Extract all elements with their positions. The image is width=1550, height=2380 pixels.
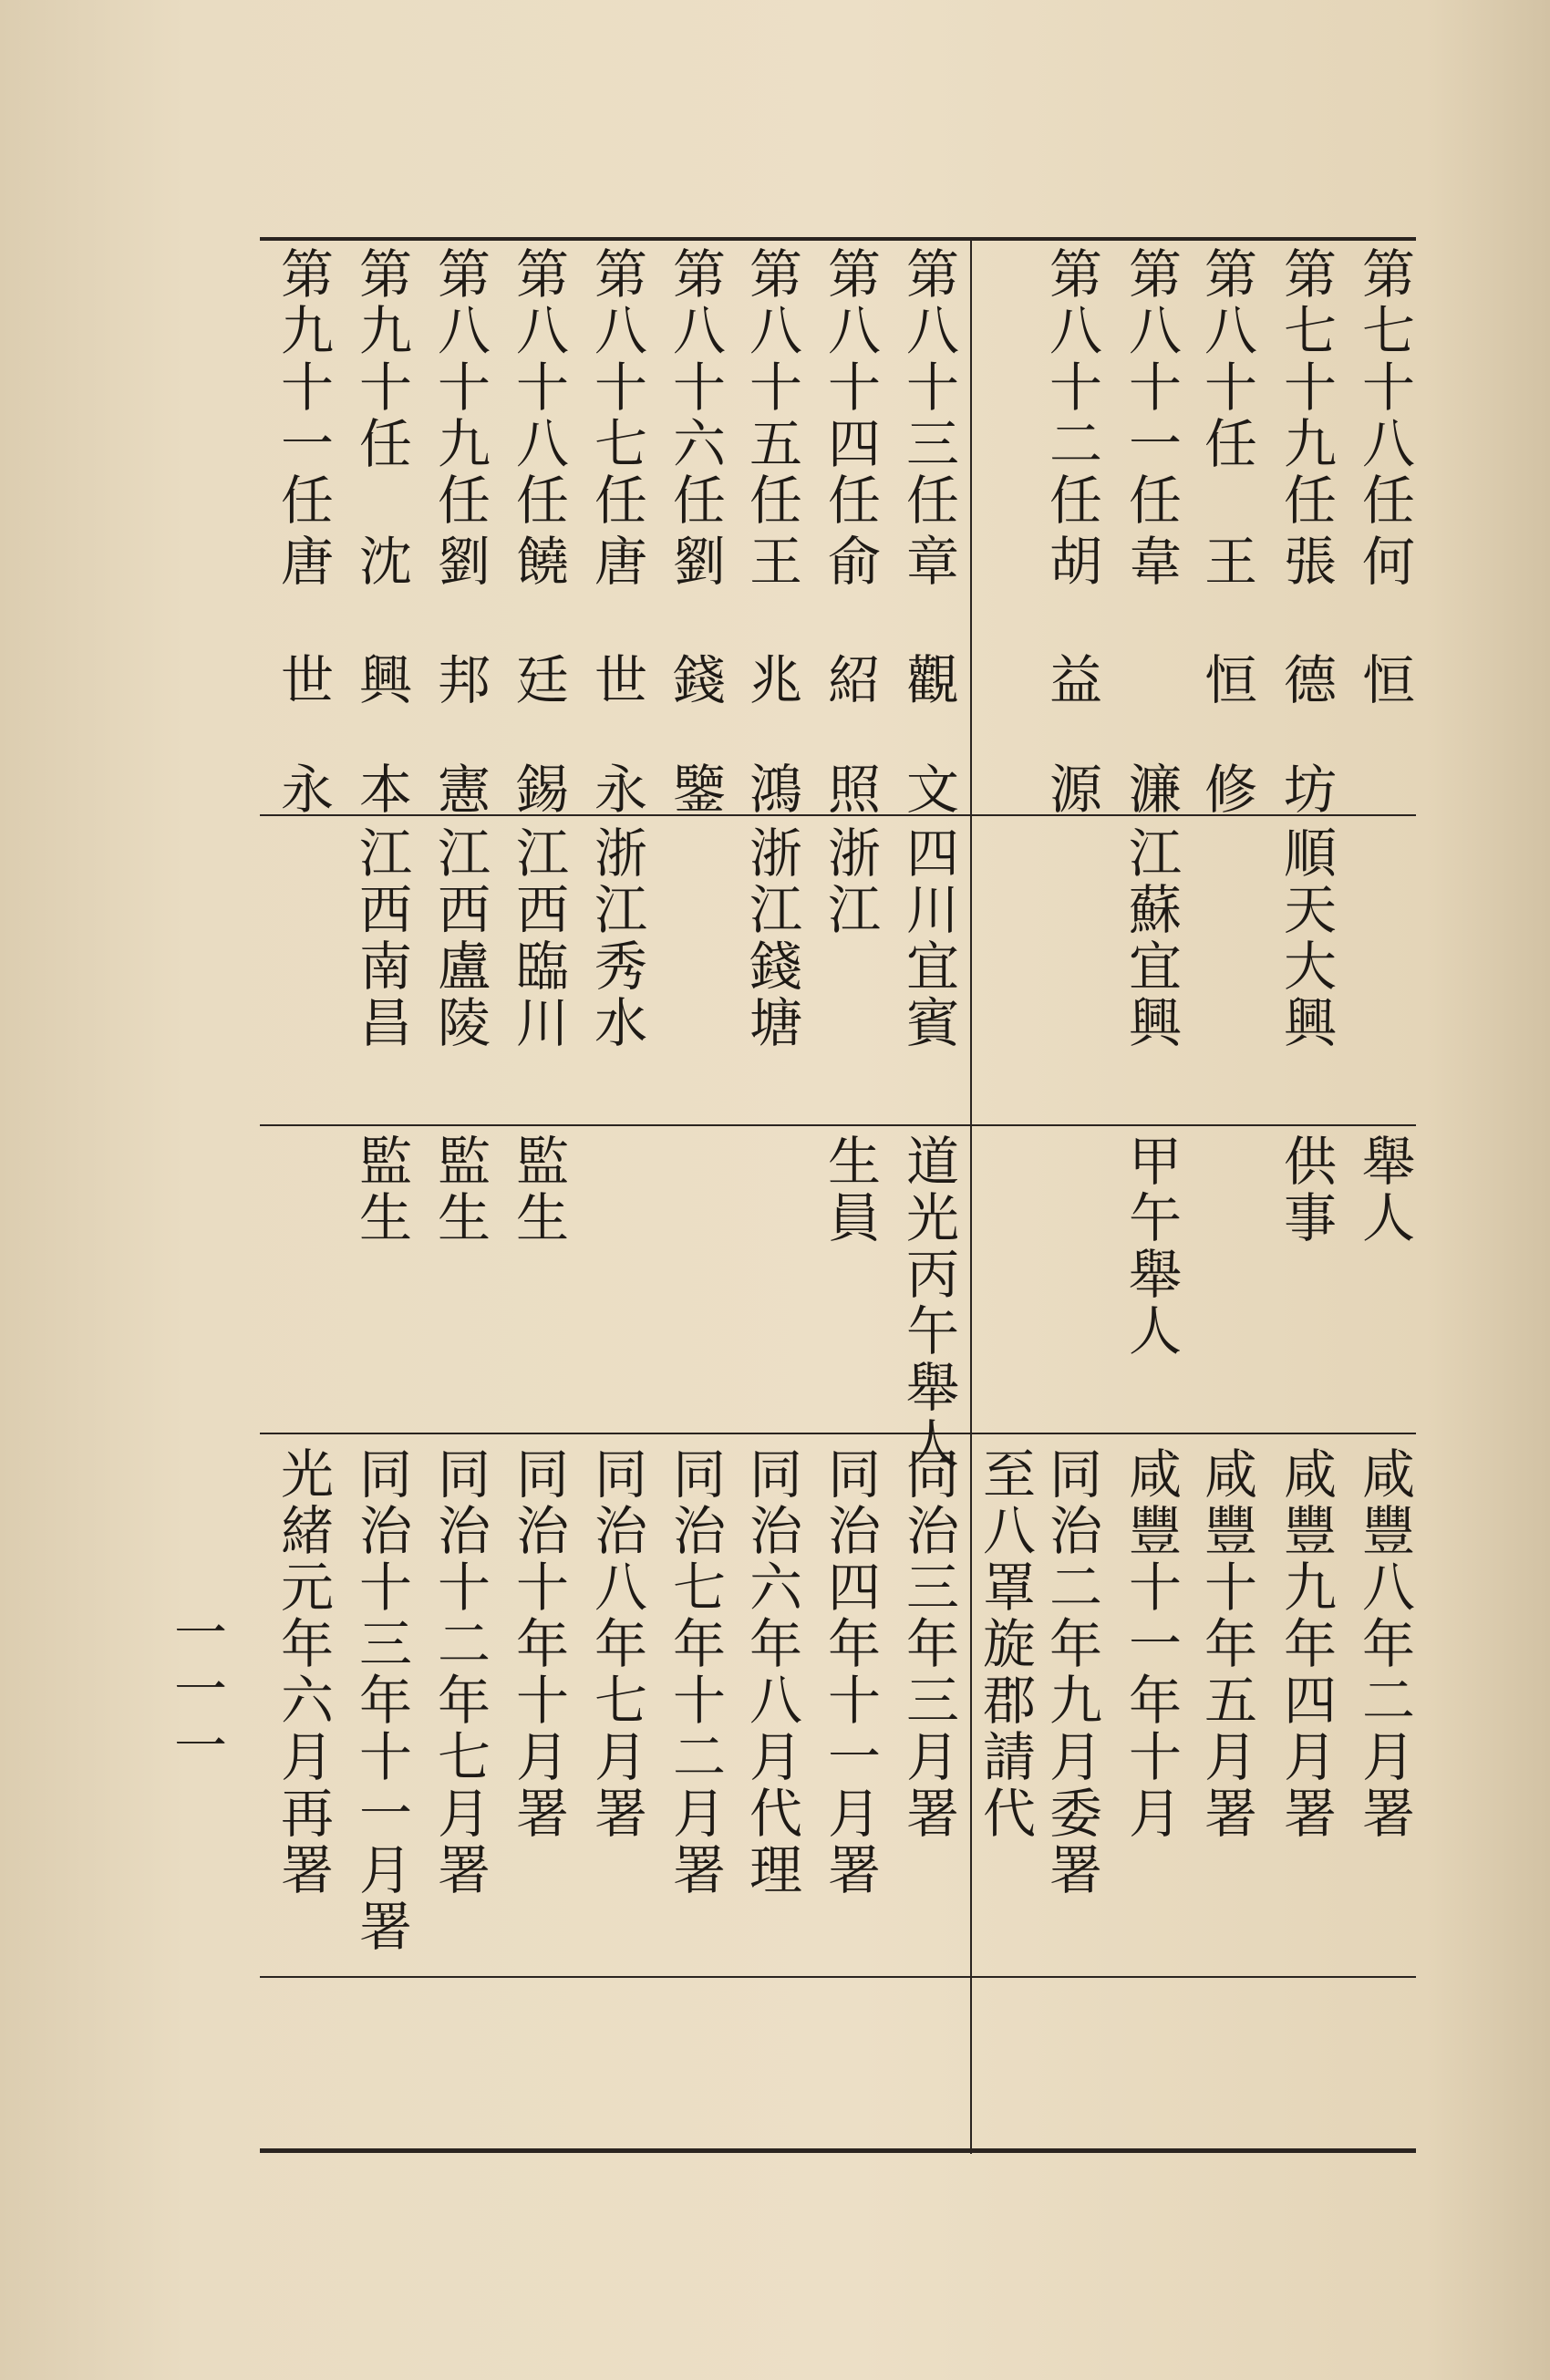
record-credential: 生員 xyxy=(819,1133,881,1247)
record-rank: 第八十任 xyxy=(1195,246,1257,472)
record-appointment: 咸豐八年二月署 xyxy=(1353,1446,1415,1842)
record-origin: 江蘇宜興 xyxy=(1120,825,1182,1051)
record-origin: 浙江秀水 xyxy=(585,825,647,1051)
divider-rule-1 xyxy=(260,814,1416,816)
record-rank: 第八十四任 xyxy=(819,246,881,529)
record-given2: 鴻 xyxy=(740,761,802,814)
record-rank: 第八十九任 xyxy=(429,246,491,529)
record-rank: 第九十任 xyxy=(350,246,412,472)
record-surname: 唐 xyxy=(272,533,334,586)
divider-rule-2 xyxy=(260,1124,1416,1126)
record-credential: 監生 xyxy=(350,1133,412,1247)
record-given: 錢 xyxy=(664,652,726,705)
record-surname: 饒 xyxy=(507,533,569,586)
record-appointment: 同治四年十一月署 xyxy=(819,1446,881,1899)
record-appointment: 同治十三年十一月署 xyxy=(350,1446,412,1955)
record-surname: 張 xyxy=(1275,533,1337,586)
record-given2: 永 xyxy=(585,761,647,814)
record-appointment: 至八罩旋郡請代 xyxy=(974,1446,1036,1842)
record-surname: 沈 xyxy=(350,533,412,586)
record-appointment: 咸豐十一年十月 xyxy=(1120,1446,1182,1842)
record-given: 益 xyxy=(1040,652,1102,705)
record-origin: 浙江 xyxy=(819,825,881,938)
record-given2: 照 xyxy=(819,761,881,814)
record-origin: 江西臨川 xyxy=(507,825,569,1051)
record-origin: 江西南昌 xyxy=(350,825,412,1051)
record-surname: 俞 xyxy=(819,533,881,586)
record-surname: 王 xyxy=(740,533,802,586)
record-given: 恒 xyxy=(1195,652,1257,705)
record-appointment: 同治二年九月委署 xyxy=(1040,1446,1102,1899)
record-rank: 第九十一任 xyxy=(272,246,334,529)
record-rank: 第八十六任 xyxy=(664,246,726,529)
record-rank: 第八十一任 xyxy=(1120,246,1182,529)
record-given2: 濂 xyxy=(1120,761,1182,814)
top-rule xyxy=(260,237,1416,241)
record-rank: 第七十八任 xyxy=(1353,246,1415,529)
record-given2: 憲 xyxy=(429,761,491,814)
record-given2: 本 xyxy=(350,761,412,814)
record-credential: 舉人 xyxy=(1353,1133,1415,1247)
record-surname: 王 xyxy=(1195,533,1257,586)
record-appointment: 同治十二年七月署 xyxy=(429,1446,491,1899)
record-given2: 鑒 xyxy=(664,761,726,814)
record-given: 廷 xyxy=(507,652,569,705)
record-rank: 第八十七任 xyxy=(585,246,647,529)
record-appointment: 同治七年十二月署 xyxy=(664,1446,726,1899)
record-given2: 坊 xyxy=(1275,761,1337,814)
record-given2: 永 xyxy=(272,761,334,814)
record-appointment: 咸豐十年五月署 xyxy=(1195,1446,1257,1842)
record-rank: 第八十二任 xyxy=(1040,246,1102,529)
record-surname: 章 xyxy=(897,533,959,586)
record-credential: 甲午舉人 xyxy=(1120,1133,1182,1360)
record-given: 德 xyxy=(1275,652,1337,705)
record-surname: 劉 xyxy=(429,533,491,586)
record-appointment: 同治八年七月署 xyxy=(585,1446,647,1842)
column-rule xyxy=(970,239,972,2154)
record-origin: 浙江錢塘 xyxy=(740,825,802,1051)
record-credential: 監生 xyxy=(507,1133,569,1247)
record-given2: 源 xyxy=(1040,761,1102,814)
record-surname: 唐 xyxy=(585,533,647,586)
record-rank: 第八十五任 xyxy=(740,246,802,529)
record-rank: 第八十八任 xyxy=(507,246,569,529)
record-rank: 第七十九任 xyxy=(1275,246,1337,529)
bottom-rule xyxy=(260,2148,1416,2153)
record-given: 邦 xyxy=(429,652,491,705)
record-appointment: 同治六年八月代理 xyxy=(740,1446,802,1899)
record-given: 恒 xyxy=(1353,652,1415,705)
record-appointment: 光緒元年六月再署 xyxy=(272,1446,334,1899)
record-given2: 錫 xyxy=(507,761,569,814)
record-surname: 劉 xyxy=(664,533,726,586)
record-given: 世 xyxy=(585,652,647,705)
record-credential: 供事 xyxy=(1275,1133,1337,1247)
record-given: 兆 xyxy=(740,652,802,705)
record-rank: 第八十三任 xyxy=(897,246,959,529)
record-origin: 四川宜賓 xyxy=(897,825,959,1051)
record-surname: 胡 xyxy=(1040,533,1102,586)
record-given2: 文 xyxy=(897,761,959,814)
divider-rule-4 xyxy=(260,1976,1416,1978)
record-credential: 道光丙午舉人 xyxy=(897,1133,959,1473)
record-surname: 何 xyxy=(1353,533,1415,586)
record-origin: 順天大興 xyxy=(1275,825,1337,1051)
record-surname: 韋 xyxy=(1120,533,1182,586)
record-given: 觀 xyxy=(897,652,959,705)
record-appointment: 咸豐九年四月署 xyxy=(1275,1446,1337,1842)
page-number: 一一一 xyxy=(165,1605,227,1775)
record-given: 興 xyxy=(350,652,412,705)
record-origin: 江西盧陵 xyxy=(429,825,491,1051)
record-appointment: 同治十年十月署 xyxy=(507,1446,569,1842)
divider-rule-3 xyxy=(260,1433,1416,1434)
record-given2: 修 xyxy=(1195,761,1257,814)
record-appointment: 同治三年三月署 xyxy=(897,1446,959,1842)
record-given: 世 xyxy=(272,652,334,705)
record-credential: 監生 xyxy=(429,1133,491,1247)
record-given: 紹 xyxy=(819,652,881,705)
